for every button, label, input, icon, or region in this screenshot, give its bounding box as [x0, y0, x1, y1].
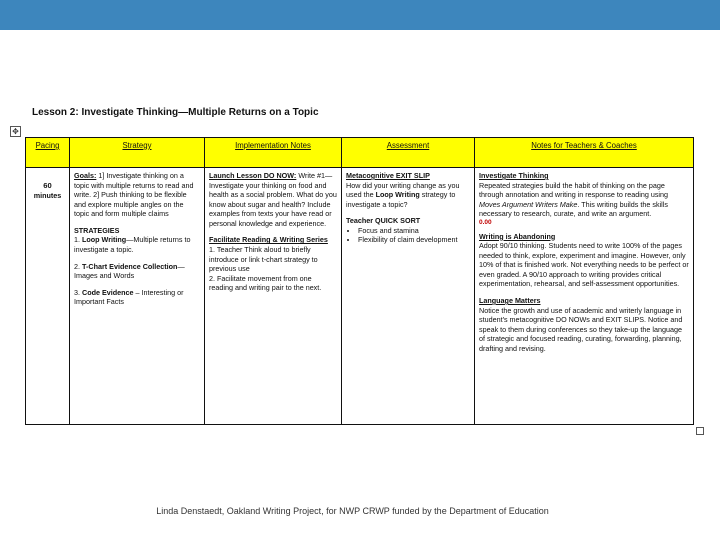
- notes-heading-abandoning: Writing is Abandoning: [479, 231, 556, 241]
- notes-language-text: Notice the growth and use of academic and writerly language in student's metacognitive DO NOWs and EXIT SLIPS. Notice and speak to them during conferences so they take-up the language of strategic and focused reading, curating, forwarding, planning, drafting and revising.: [479, 305, 683, 353]
- table-move-handle-icon[interactable]: ✥: [10, 126, 21, 137]
- header-strategy: Strategy: [70, 138, 205, 168]
- strategy-item-name: Loop Writing: [82, 235, 127, 245]
- launch-paragraph: [209, 171, 337, 228]
- notes-investigate-start: Repeated strategies build the habit of thinking on the page through annotation and writing in response to reading using: [479, 180, 669, 200]
- facilitate-item-number: 1.: [209, 245, 215, 255]
- exit-slip-text-start: How did your writing change as you used the: [346, 180, 460, 200]
- assessment-cell: [342, 168, 475, 425]
- launch-text: Write #1— Investigate your thinking on food and health as a social problem. What do you know about sugar and health? Include examples from texts your have read or personal knowledge and experience.: [209, 171, 337, 228]
- goals-text: 1] Investigate thinking on a topic with multiple returns to read and write. 2] Push thinking to be flexible and explore multiple angles on the topic and form multiple claims: [74, 171, 194, 219]
- exit-slip-text: [346, 181, 470, 210]
- facilitate-item: [209, 274, 337, 293]
- launch-label: Launch Lesson DO NOW:: [209, 171, 297, 180]
- lesson-table: [25, 137, 694, 425]
- strategy-item-name: T-Chart Evidence Collection: [82, 261, 178, 271]
- header-pacing: Pacing: [26, 138, 70, 168]
- pacing-cell: [26, 168, 70, 425]
- facilitate-item: [209, 245, 337, 274]
- strategy-item: [74, 262, 200, 281]
- table-header-row: [26, 138, 694, 168]
- strategy-item-text: – Interesting or Important Facts: [74, 287, 184, 307]
- table-row: [26, 168, 694, 425]
- strategies-heading: STRATEGIES: [74, 225, 120, 235]
- quick-sort-heading: Teacher QUICK SORT: [346, 216, 421, 226]
- strategy-cell: [70, 168, 205, 425]
- notes-abandoning-text: Adopt 90/10 thinking. Students need to write 100% of the pages needed to think, explore, experiment and imagine. However, only 10% of that is finished work. Not everything needs to be perfect or even graded. A 90/10 approach to writing provides critical experimentation, rehearsal, and self-assessment opportunities.: [479, 241, 689, 289]
- facilitate-item-number: 2.: [209, 273, 215, 283]
- strategy-item-text: — Images and Words: [74, 261, 185, 281]
- pacing-number: 60: [43, 181, 52, 190]
- notes-investigate-italic: Moves Argument Writers Make: [479, 199, 578, 209]
- facilitate-item-text: Teacher Think aloud to briefly introduce or link t-chart strategy to previous use: [209, 245, 318, 274]
- footer-credit: Linda Denstaedt, Oakland Writing Project, for NWP CRWP funded by the Department of Education: [156, 506, 549, 516]
- notes-investigate-text: [479, 181, 689, 219]
- strategy-item-number: 2.: [74, 261, 80, 271]
- exit-slip-text-end: strategy to investigate a topic?: [346, 190, 456, 209]
- lesson-title: Lesson 2: Investigate Thinking—Multiple Returns on a Topic: [32, 107, 319, 118]
- pacing-unit: minutes: [33, 191, 62, 201]
- notes-heading-investigate: Investigate Thinking: [479, 171, 549, 180]
- header-assessment: Assessment: [342, 138, 475, 168]
- implementation-cell: [205, 168, 342, 425]
- strategy-item: [74, 235, 200, 254]
- top-banner: [0, 0, 720, 30]
- quick-sort-list: [346, 226, 470, 245]
- notes-cell: [475, 168, 694, 425]
- strategy-item-number: 1.: [74, 235, 80, 245]
- strategy-item-number: 3.: [74, 287, 80, 297]
- strategy-item: [74, 288, 200, 307]
- exit-slip-strategy-name: Loop Writing: [375, 190, 420, 200]
- notes-heading-language: Language Matters: [479, 296, 541, 305]
- red-annotation-mark: 0.00: [479, 218, 492, 226]
- facilitate-item-text: Facilitate movement from one reading and writing pair to the next.: [209, 273, 322, 293]
- notes-investigate-end: . This writing builds the skills necessary to research, curate, and write an argument.: [479, 199, 668, 219]
- header-implementation-notes: Implementation Notes: [205, 138, 342, 168]
- strategy-item-name: Code Evidence: [82, 287, 134, 297]
- quick-sort-item: • Flexibility of claim development: [358, 235, 470, 245]
- table-resize-handle[interactable]: [696, 427, 704, 435]
- header-notes-for-teachers: Notes for Teachers & Coaches: [475, 138, 694, 168]
- goals-paragraph: [74, 171, 200, 219]
- quick-sort-item: • Focus and stamina: [358, 226, 470, 236]
- goals-label: Goals:: [74, 171, 97, 180]
- facilitate-heading: Facilitate Reading & Writing Series: [209, 235, 328, 245]
- strategy-list: [74, 235, 200, 306]
- exit-slip-heading: Metacognitive EXIT SLIP: [346, 171, 430, 180]
- strategy-item-text: —Multiple returns to investigate a topic.: [74, 235, 191, 255]
